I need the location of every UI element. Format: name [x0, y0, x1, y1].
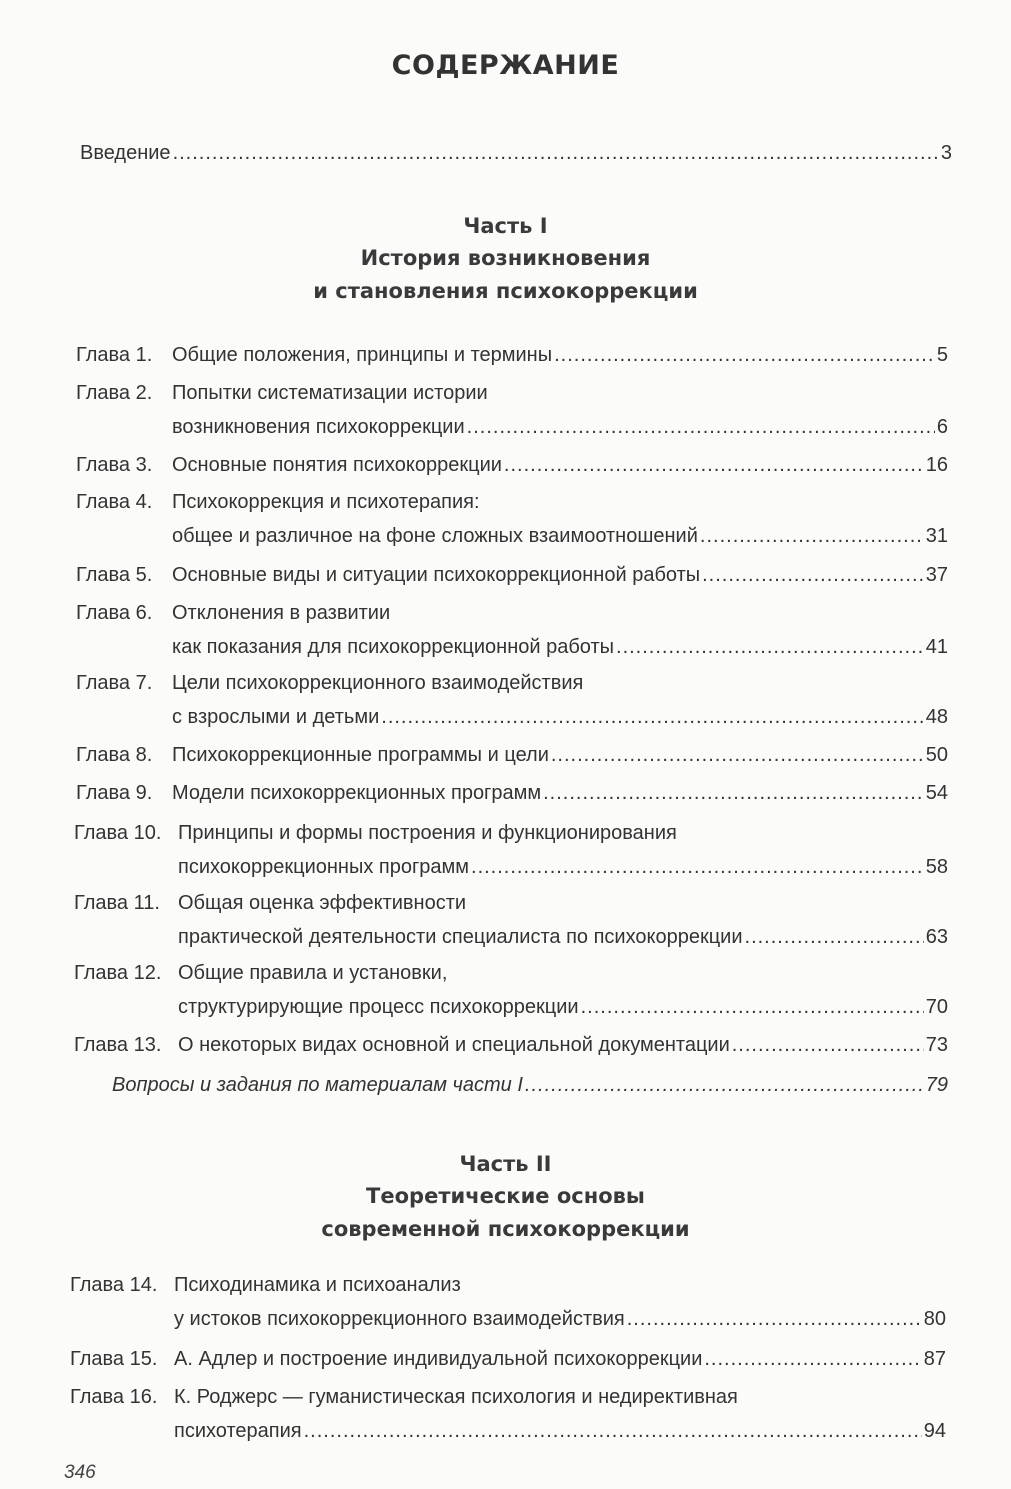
chapter-label: Глава 4. [76, 491, 153, 513]
chapter-title-line: Психокоррекционные программы и цели [172, 744, 549, 766]
part-1-heading [0, 210, 1011, 308]
toc-chapter-entry [76, 338, 948, 372]
chapter-title-line: Принципы и формы построения и функционирования [178, 822, 677, 844]
page-number: 73 [925, 1034, 948, 1056]
chapter-label: Глава 10. [74, 822, 162, 844]
chapter-label: Глава 2. [76, 382, 153, 404]
entry-text: Введение [80, 142, 171, 164]
chapter-title-line: Основные виды и ситуации психокоррекционной работы [172, 564, 701, 586]
chapter-title-line: психокоррекционных программ [178, 856, 470, 878]
page-number: 79 [925, 1074, 948, 1096]
leader-dots [504, 448, 924, 482]
part-number: Часть I [463, 214, 548, 238]
chapter-title-line: общее и различное на фоне сложных взаимоотношений [172, 525, 698, 547]
toc-chapter-entry [74, 956, 948, 1024]
chapter-title-line: Отклонения в развитии [172, 602, 391, 624]
page-number: 70 [925, 996, 948, 1018]
leader-dots [581, 990, 924, 1024]
toc-chapter-entry [76, 776, 948, 810]
toc-chapter-entry [70, 1268, 946, 1336]
leader-dots [551, 738, 924, 772]
part-title-line: современной психокоррекции [321, 1217, 690, 1241]
leader-dots [381, 700, 923, 734]
chapter-title-line: как показания для психокоррекционной работы [172, 636, 615, 658]
chapter-label: Глава 16. [70, 1386, 158, 1408]
toc-chapter-entry [76, 485, 948, 553]
page-number: 31 [925, 525, 948, 547]
chapter-title-line: возникновения психокоррекции [172, 416, 465, 438]
chapter-label: Глава 7. [76, 672, 153, 694]
page-number: 16 [925, 454, 948, 476]
leader-dots [554, 338, 935, 372]
chapter-title-line: Модели психокоррекционных программ [172, 782, 542, 804]
chapter-label: Глава 15. [70, 1348, 158, 1370]
leader-dots [702, 558, 924, 592]
chapter-title-line: Общие положения, принципы и термины [172, 344, 553, 366]
chapter-label: Глава 9. [76, 782, 153, 804]
chapter-title-line: с взрослыми и детьми [172, 706, 380, 728]
leader-dots [627, 1302, 922, 1336]
toc-chapter-entry [76, 666, 948, 734]
chapter-label: Глава 3. [76, 454, 153, 476]
part-title-line: и становления психокоррекции [313, 279, 698, 303]
chapter-label: Глава 6. [76, 602, 153, 624]
page-folio: 346 [64, 1462, 96, 1483]
leader-dots [732, 1028, 924, 1062]
chapter-title-line: Общая оценка эффективности [178, 892, 467, 914]
page-number: 87 [923, 1348, 946, 1370]
chapter-title-line: А. Адлер и построение индивидуальной психокоррекции [174, 1348, 703, 1370]
chapter-title-line: психотерапия [174, 1420, 302, 1442]
leader-dots [616, 630, 924, 664]
page-number: 37 [925, 564, 948, 586]
leader-dots [525, 1068, 924, 1102]
toc-chapter-entry [74, 1028, 948, 1062]
toc-chapter-entry [76, 448, 948, 482]
chapter-title-line: Общие правила и установки, [178, 962, 448, 984]
toc-chapter-entry [76, 376, 948, 444]
chapter-title-line: Психодинамика и психоанализ [174, 1274, 461, 1296]
chapter-title-line: Психокоррекция и психотерапия: [172, 491, 480, 513]
page-number: 54 [925, 782, 948, 804]
chapter-label: Глава 14. [70, 1274, 158, 1296]
toc-chapter-entry [74, 816, 948, 884]
chapter-title-line: О некоторых видах основной и специальной документации [178, 1034, 730, 1056]
chapter-title-line: у истоков психокоррекционного взаимодействия [174, 1308, 625, 1330]
page-number: 3 [940, 142, 952, 164]
part-title-line: История возникновения [360, 246, 651, 270]
toc-entry-intro [80, 136, 952, 170]
leader-dots [543, 776, 924, 810]
leader-dots [304, 1414, 922, 1448]
chapter-title-line: Цели психокоррекционного взаимодействия [172, 672, 584, 694]
chapter-title-line: Основные понятия психокоррекции [172, 454, 502, 476]
chapter-label: Глава 8. [76, 744, 153, 766]
toc-chapter-entry [76, 596, 948, 664]
chapter-title-line: К. Роджерс — гуманистическая психология и недирективная [174, 1386, 738, 1408]
page-number: 6 [936, 416, 948, 438]
toc-chapter-entry [70, 1380, 946, 1448]
leader-dots [704, 1342, 921, 1376]
leader-dots [700, 519, 924, 553]
chapter-label: Глава 11. [74, 892, 160, 914]
entry-text: Вопросы и задания по материалам части I [112, 1074, 523, 1096]
leader-dots [173, 136, 939, 170]
toc-chapter-entry [74, 886, 948, 954]
page-number: 80 [923, 1308, 946, 1330]
page-number: 41 [925, 636, 948, 658]
part-number: Часть II [459, 1152, 552, 1176]
page-number: 48 [925, 706, 948, 728]
chapter-title-line: Попытки систематизации истории [172, 382, 488, 404]
page-number: 50 [925, 744, 948, 766]
leader-dots [471, 850, 924, 884]
chapter-title-line: структурирующие процесс психокоррекции [178, 996, 579, 1018]
page-number: 58 [925, 856, 948, 878]
toc-chapter-entry [70, 1342, 946, 1376]
chapter-title-line: практической деятельности специалиста по психокоррекции [178, 926, 743, 948]
page-title: СОДЕРЖАНИЕ [391, 50, 620, 81]
page-number: 5 [936, 344, 948, 366]
leader-dots [467, 410, 935, 444]
chapter-label: Глава 5. [76, 564, 153, 586]
page-number: 94 [923, 1420, 946, 1442]
leader-dots [745, 920, 924, 954]
chapter-label: Глава 13. [74, 1034, 162, 1056]
toc-chapter-entry [76, 738, 948, 772]
chapter-label: Глава 12. [74, 962, 162, 984]
page-number: 63 [925, 926, 948, 948]
toc-entry-questions [112, 1068, 948, 1102]
part-2-heading [0, 1148, 1011, 1246]
chapter-label: Глава 1. [76, 344, 153, 366]
part-title-line: Теоретические основы [366, 1184, 645, 1208]
toc-chapter-entry [76, 558, 948, 592]
